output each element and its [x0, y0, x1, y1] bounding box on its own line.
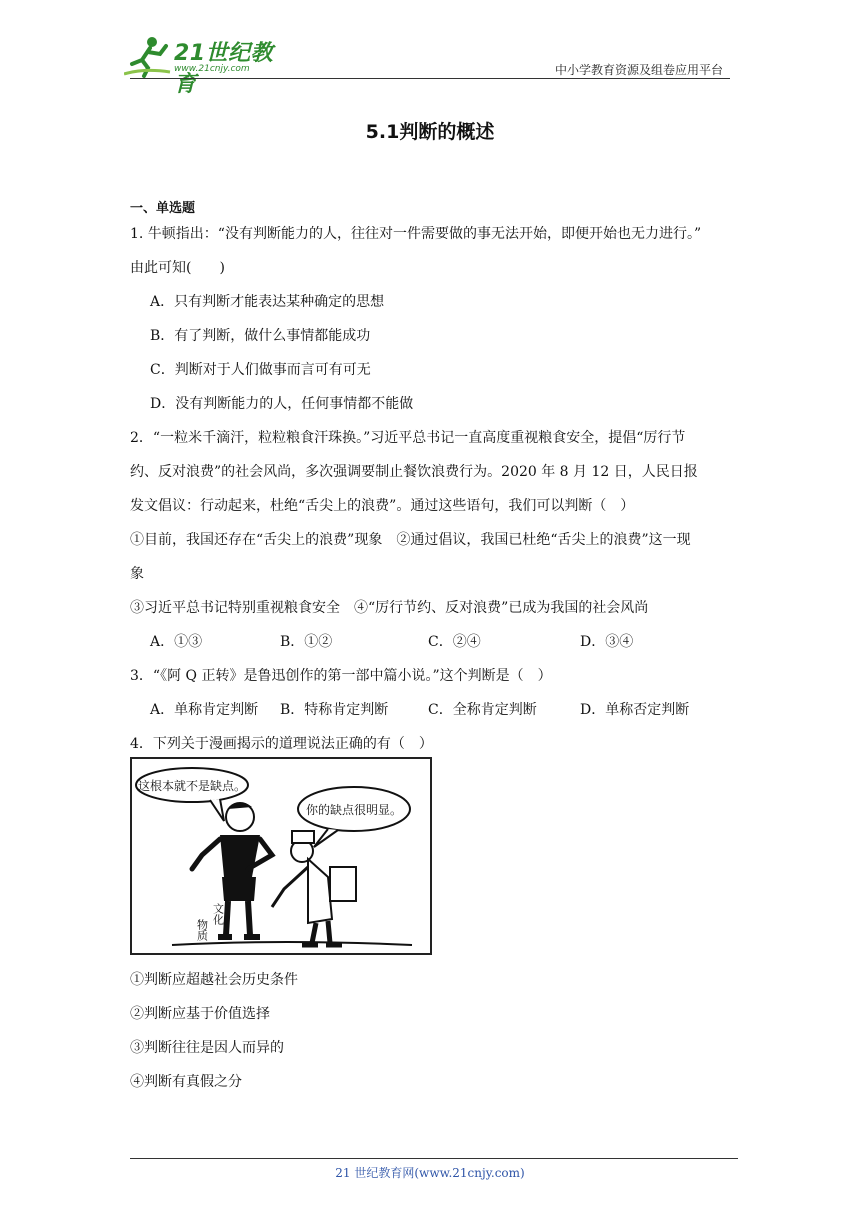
cartoon-drawing	[132, 759, 430, 953]
q2-line-5: 象	[130, 566, 144, 582]
q3-option-d[interactable]: D．单称否定判断	[580, 702, 690, 718]
q4-statement-4: ④判断有真假之分	[130, 1074, 242, 1090]
q2-option-d[interactable]: D．③④	[580, 634, 634, 650]
q2-option-c[interactable]: C．②④	[428, 634, 481, 650]
q2-line-1: 2．“一粒米千滴汗，粒粒粮食汗珠换。”习近平总书记一直高度重视粮食安全，提倡“厉行节	[130, 430, 686, 446]
runner-logo-icon	[124, 34, 174, 78]
q1-option-a[interactable]: A．只有判断才能表达某种确定的思想	[150, 294, 385, 310]
page-title: 5.1判断的概述	[365, 121, 495, 143]
q3-option-b[interactable]: B．特称肯定判断	[280, 702, 389, 718]
q4-statement-1: ①判断应超越社会历史条件	[130, 972, 298, 988]
cartoon-image	[130, 757, 432, 955]
q4-statement-2: ②判断应基于价值选择	[130, 1006, 270, 1022]
q3-option-a[interactable]: A．单称肯定判断	[150, 702, 259, 718]
q2-line-6: ③习近平总书记特别重视粮食安全 ④“厉行节约、反对浪费”已成为我国的社会风尚	[130, 600, 649, 616]
section-heading: 一、单选题	[130, 201, 196, 216]
q1-option-c[interactable]: C．判断对于人们做事而言可有可无	[150, 362, 371, 378]
q4-statement-3: ③判断往往是因人而异的	[130, 1040, 284, 1056]
q1-stem-line1: 1. 牛顿指出：“没有判断能力的人，往往对一件需要做的事无法开始，即便开始也无力进行。”	[130, 226, 702, 242]
q2-option-b[interactable]: B．①②	[280, 634, 333, 650]
bubble-left-text: 这根本就不是缺点。	[137, 779, 247, 793]
q1-option-d[interactable]: D．没有判断能力的人，任何事情都不能做	[150, 396, 414, 412]
footer-divider	[130, 1158, 738, 1159]
platform-name: 中小学教育资源及组卷应用平台	[554, 63, 723, 77]
q2-line-2: 约、反对浪费”的社会风尚，多次强调要制止餐饮浪费行为。2020 年 8 月 12 日，人民日报	[130, 464, 698, 480]
q1-stem-line2: 由此可知( )	[130, 260, 225, 276]
leg-right-label: 文化	[211, 903, 225, 925]
logo-text: 21世纪教育	[174, 41, 274, 97]
q2-line-4: ①目前，我国还存在“舌尖上的浪费”现象 ②通过倡议，我国已杜绝“舌尖上的浪费”这一现	[130, 532, 691, 548]
bubble-right-text: 你的缺点很明显。	[305, 803, 403, 817]
q4-stem: 4．下列关于漫画揭示的道理说法正确的有（ ）	[130, 736, 433, 752]
q3-option-c[interactable]: C．全称肯定判断	[428, 702, 537, 718]
q3-stem: 3．“《阿 Q 正转》是鲁迅创作的第一部中篇小说。”这个判断是（ ）	[130, 668, 552, 684]
q2-option-a[interactable]: A．①③	[150, 634, 203, 650]
footer-link[interactable]: 21 世纪教育网(www.21cnjy.com)	[335, 1166, 525, 1180]
leg-left-label: 物质	[195, 919, 209, 941]
site-logo	[124, 34, 294, 97]
q2-line-3: 发文倡议：行动起来，杜绝“舌尖上的浪费”。通过这些语句，我们可以判断（ ）	[130, 498, 635, 514]
q1-option-b[interactable]: B．有了判断，做什么事情都能成功	[150, 328, 371, 344]
logo-url: www.21cnjy.com	[174, 64, 250, 74]
header-divider	[130, 78, 730, 79]
